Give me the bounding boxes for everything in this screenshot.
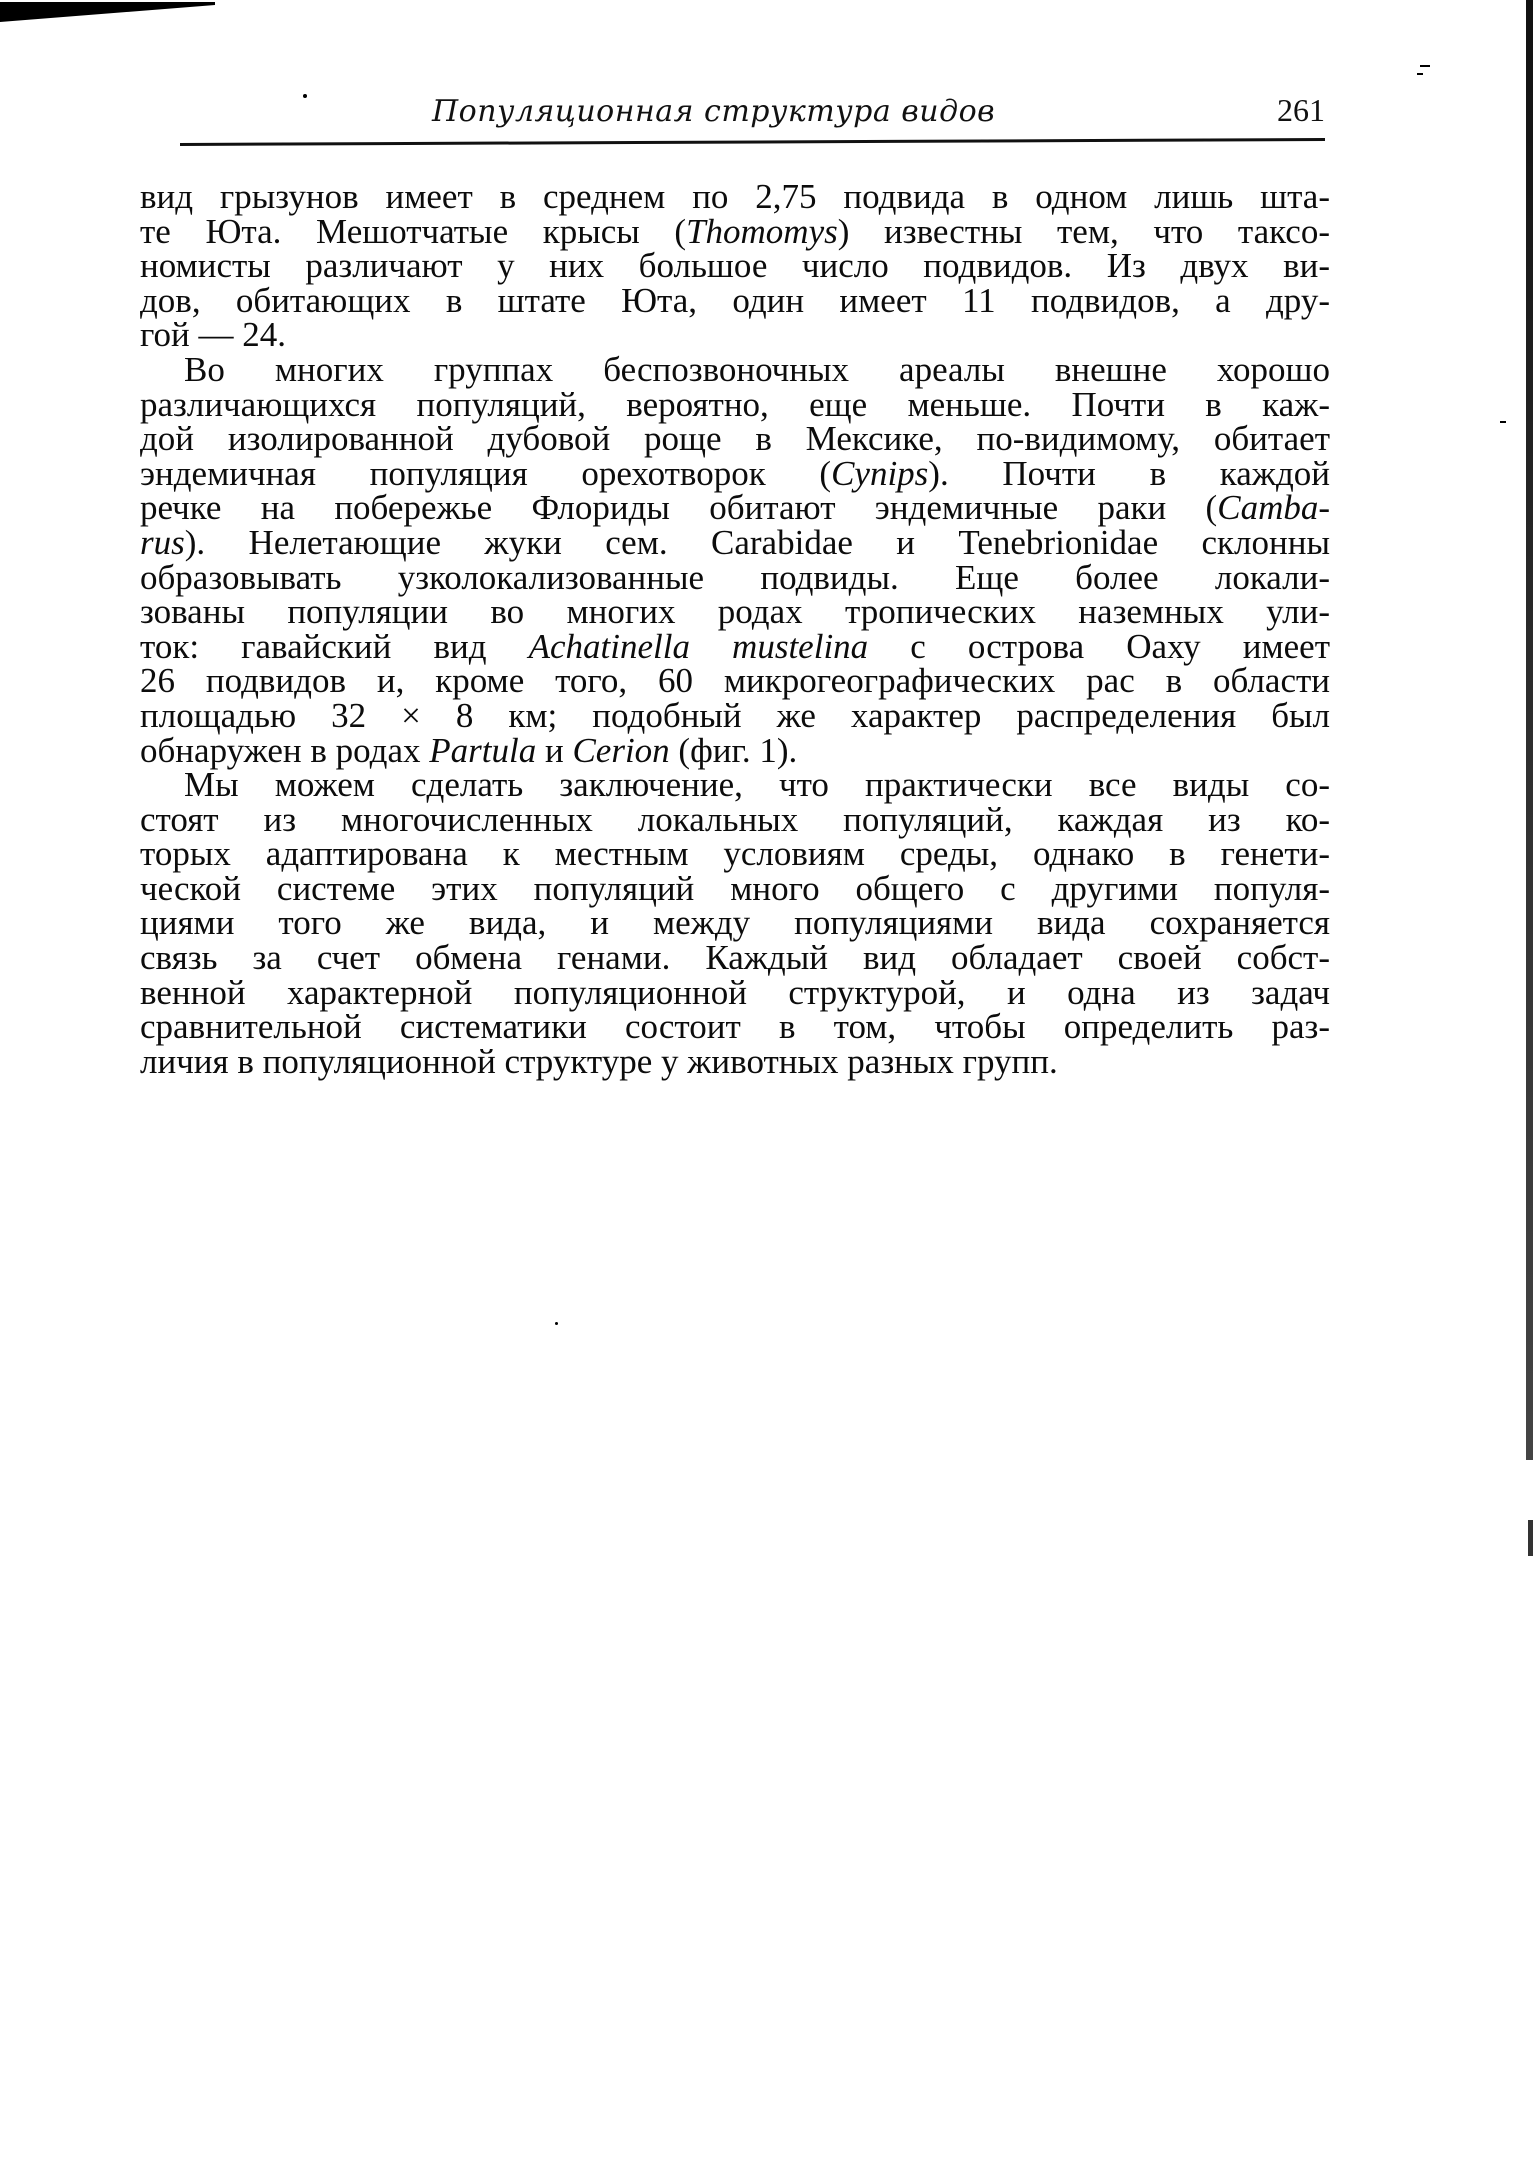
text-line [140,488,1330,528]
text-segment: торых адаптирована к местным условиям среды, однако в генети- [140,834,1330,874]
text-segment: гой — 24. [140,315,286,355]
text-segment: речке на побережье Флориды обитают эндемичные раки ( [140,488,1218,528]
page-number: 261 [1277,92,1325,128]
scan-speck [555,1322,558,1325]
text-line [140,280,1330,320]
text-line [140,799,1330,839]
text-segment: ) известны тем, что таксо- [837,211,1330,251]
text-segment: обнаружен в родах [140,730,430,770]
text-line [140,315,1330,355]
text-line [140,903,1330,943]
text-segment: дов, обитающих в штате Юта, один имеет 11 подвидов, а дру- [140,280,1330,320]
text-segment: зованы популяции во многих родах тропических наземных ули- [140,592,1330,632]
text-line [140,1007,1330,1047]
text-segment: номисты различают у них большое число подвидов. Из двух ви- [140,246,1330,286]
text-line [140,211,1330,251]
text-segment: Мы можем сделать заключение, что практически все виды со- [184,765,1330,805]
text-segment: (фиг. 1). [669,730,798,770]
italic-term: Cynips [831,453,929,493]
text-segment: циями того же вида, и между популяциями вида сохраняется [140,903,1330,943]
header-rule [180,138,1325,146]
text-line [140,349,1330,389]
text-segment: эндемичная популяция орехотворок ( [140,453,832,493]
scan-shadow-top-left [0,2,215,22]
italic-term: Thomomys [686,211,838,251]
text-line [140,868,1330,908]
italic-term: Cerion [572,730,670,770]
text-line [140,557,1330,597]
text-segment: личия в популяционной структуре у животных разных групп. [140,1041,1058,1081]
text-line [140,765,1330,805]
text-segment: 26 подвидов и, кроме того, 60 микрогеографических рас в области [140,661,1330,701]
text-line [140,938,1330,978]
paragraph [140,177,1330,355]
text-segment: ческой системе этих популяций много общего с другими популя- [140,868,1330,908]
text-segment: связь за счет обмена генами. Каждый вид обладает своей собст- [140,938,1330,978]
text-segment: образовывать узколокализованные подвиды. Еще более локали- [140,557,1330,597]
text-segment: ). Нелетающие жуки сем. Carabidae и Tenebrionidae склонны [184,522,1330,562]
scan-edge-right-fragment [1528,1520,1533,1556]
text-segment: и [536,730,573,770]
text-line [140,730,1330,770]
paragraph [140,765,1330,1081]
text-line [140,177,1330,216]
text-segment: дой изолированной дубовой роще в Мексике, по-видимому, обитает [140,419,1330,459]
scan-speck [1417,73,1423,75]
paragraph [140,349,1331,770]
text-segment: ). Почти в каждой [928,453,1331,493]
text-segment: стоят из многочисленных локальных популяций, каждая из ко- [140,799,1330,839]
text-line [140,246,1330,286]
text-line [140,1041,1330,1081]
text-segment: различающихся популяций, вероятно, еще меньше. Почти в каж- [140,384,1330,424]
text-line [140,522,1330,562]
text-segment: площадью 32 × 8 км; подобный же характер распределения был [140,695,1330,735]
body-text [140,177,1331,1081]
text-line [140,384,1330,424]
text-line [140,834,1330,874]
text-line [140,419,1330,459]
text-line [140,972,1330,1012]
text-segment: Во многих группах беспозвоночных ареалы внешне хорошо [184,349,1330,389]
scan-edge-right [1526,0,1533,1460]
scan-speck [1420,65,1430,67]
running-title: Популяционная структура видов [432,94,996,129]
text-line [140,626,1331,666]
text-line [140,453,1331,493]
text-line [140,695,1330,735]
text-segment: те Юта. Мешотчатые крысы ( [140,211,687,251]
text-segment: вид грызунов имеет в среднем по 2,75 подвида в одном лишь шта- [140,177,1330,216]
text-line [140,661,1330,701]
italic-term: Partula [429,730,537,770]
text-segment: с острова Оаху имеет [868,626,1331,666]
text-line [140,592,1330,632]
italic-term: Camba- [1217,488,1330,528]
scan-speck [1500,421,1506,423]
text-segment: ток: гавайский вид [140,626,529,666]
text-segment: венной характерной популяционной структурой, и одна из задач [140,972,1330,1012]
running-header [180,92,1325,142]
italic-term: rus [140,522,185,562]
text-segment: сравнительной систематики состоит в том, чтобы определить раз- [140,1007,1330,1047]
italic-term: Achatinella mustelina [528,626,869,666]
